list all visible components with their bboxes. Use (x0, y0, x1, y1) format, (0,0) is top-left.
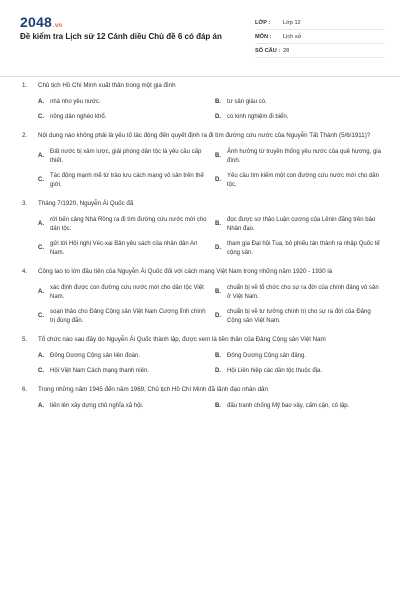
option-text: Ảnh hưởng từ truyền thống yêu nước của quê hương, gia đình. (227, 148, 381, 164)
option-text: đấu tranh chống Mỹ bao vây, cấm cận, cô lập. (227, 402, 350, 409)
header (0, 0, 400, 74)
logo-main: 2048 (20, 14, 52, 30)
answer-option[interactable] (38, 216, 207, 234)
meta-value: Lớp 12 (283, 19, 301, 26)
answer-option[interactable] (215, 308, 384, 326)
answer-option[interactable] (215, 402, 384, 411)
option-letter: B. (215, 289, 221, 296)
answer-option[interactable] (215, 240, 384, 258)
question-body: Tổ chức nào sau đây do Nguyễn Ái Quốc thành lập, được xem là tiền thân của Đảng Cộng sản Việt Nam (38, 335, 326, 343)
option-letter: C. (38, 245, 44, 252)
option-letter: A. (38, 98, 44, 105)
option-list (22, 148, 384, 190)
option-text: Hội Việt Nam Cách mạng thanh niên. (50, 367, 149, 374)
option-text: chuẩn bị về tư tưởng chính trị cho sự ra đời của Đảng Cộng sản Việt Nam. (227, 308, 371, 324)
option-list (22, 216, 384, 258)
site-logo[interactable] (20, 14, 62, 30)
option-letter: B. (215, 352, 221, 359)
question-item (22, 268, 384, 326)
option-text: Đông Dương Cộng sản đảng. (227, 352, 307, 359)
question-text (22, 200, 384, 209)
answer-option[interactable] (215, 113, 384, 122)
option-letter: A. (38, 289, 44, 296)
document-title: Đề kiểm tra Lịch sử 12 Cánh diều Chủ đề 6 có đáp án (20, 32, 222, 41)
question-item (22, 200, 384, 258)
document-meta (255, 16, 385, 58)
option-letter: C. (38, 177, 44, 184)
question-number: 3. (22, 199, 28, 207)
option-list (22, 352, 384, 376)
answer-option[interactable] (38, 402, 207, 411)
question-text (22, 82, 384, 91)
meta-row (255, 44, 385, 58)
question-item (22, 386, 384, 411)
answer-option[interactable] (38, 148, 207, 166)
option-letter: A. (38, 402, 44, 409)
meta-row (255, 30, 385, 44)
meta-value: 28 (283, 47, 290, 54)
question-text (22, 336, 384, 345)
option-letter: B. (215, 98, 221, 105)
answer-option[interactable] (38, 240, 207, 258)
answer-option[interactable] (38, 367, 207, 376)
answer-option[interactable] (38, 352, 207, 361)
answer-option[interactable] (215, 216, 384, 234)
option-text: tham gia Đại hội Tua, bỏ phiếu tán thành ra nhập Quốc tế cộng sản. (227, 240, 380, 256)
question-body: Chủ tịch Hồ Chí Minh xuất thân trong một gia đình (38, 82, 176, 89)
option-text: nhà nho yêu nước. (50, 98, 101, 105)
answer-option[interactable] (215, 148, 384, 166)
question-number: 5. (22, 335, 28, 343)
question-body: Công lao to lớn đầu tiên của Nguyễn Ái Quốc đối với cách mạng Việt Nam trong những năm 1920 - 1930 là (38, 267, 333, 275)
option-text: Tác động mạnh mẽ từ trào lưu cách mạng vô sản trên thế giới. (50, 172, 204, 188)
option-text: Đông Dương Cộng sản liên đoàn. (50, 352, 141, 359)
question-number: 4. (22, 267, 28, 275)
option-text: Yêu cầu tìm kiếm một con đường cứu nước mới cho dân tộc. (227, 172, 379, 188)
answer-option[interactable] (38, 113, 207, 122)
question-body: Tháng 7/1920, Nguyễn Ái Quốc đã (38, 199, 134, 207)
option-letter: B. (215, 221, 221, 228)
option-letter: A. (38, 352, 44, 359)
question-item (22, 336, 384, 376)
question-item (22, 82, 384, 122)
question-text (22, 268, 384, 277)
option-text: tiến lên xây dựng chủ nghĩa xã hội. (50, 402, 144, 409)
answer-option[interactable] (215, 367, 384, 376)
option-text: nông dân nghèo khổ. (50, 113, 107, 120)
option-text: gửi tới Hội nghị Véc-xai Bản yêu sách của nhân dân An Nam. (50, 240, 198, 256)
question-body: Nội dung nào không phải là yếu tố tác động đến quyết định ra đi tìm đường cứu nước của Nguyễn Tất Thành (5/6/1911)? (38, 131, 371, 139)
option-letter: A. (38, 153, 44, 160)
option-text: rời bến cảng Nhà Rồng ra đi tìm đường cứu nước mới cho dân tộc. (50, 216, 207, 232)
option-letter: D. (215, 177, 221, 184)
meta-label: LỚP : (255, 19, 271, 26)
answer-option[interactable] (38, 172, 207, 190)
option-text: tư sản giàu có. (227, 98, 267, 105)
question-body: Trong những năm 1945 đến năm 1969, Chủ tịch Hồ Chí Minh đã lãnh đạo nhân dân (38, 385, 268, 393)
meta-label: SỐ CÂU : (255, 47, 281, 54)
option-list (22, 98, 384, 122)
option-letter: C. (38, 113, 44, 120)
option-text: xác định được con đường cứu nước mới cho dân tộc Việt Nam. (50, 284, 204, 300)
question-number: 1. (22, 82, 28, 89)
answer-option[interactable] (38, 284, 207, 302)
meta-row (255, 16, 385, 30)
answer-option[interactable] (215, 352, 384, 361)
question-text (22, 132, 384, 141)
question-list (22, 82, 384, 421)
option-letter: C. (38, 313, 44, 320)
meta-label: MÔN : (255, 33, 272, 40)
meta-value: Lịch sử (283, 33, 302, 40)
header-divider (0, 76, 400, 77)
answer-option[interactable] (38, 308, 207, 326)
option-letter: A. (38, 221, 44, 228)
question-number: 2. (22, 131, 28, 139)
option-text: đọc được sơ thảo Luận cương của Lênin đăng trên báo Nhân đạo. (227, 216, 376, 232)
answer-option[interactable] (38, 98, 207, 107)
option-letter: D. (215, 113, 221, 120)
option-list (22, 284, 384, 326)
logo-tld: .vn (52, 23, 63, 29)
option-list (22, 402, 384, 411)
question-text (22, 386, 384, 395)
question-item (22, 132, 384, 190)
option-letter: C. (38, 367, 44, 374)
answer-option[interactable] (215, 284, 384, 302)
option-letter: B. (215, 153, 221, 160)
option-text: có kinh nghiệm đi biển. (227, 113, 289, 120)
option-text: Hội Liên hiệp các dân tộc thuộc địa. (227, 367, 323, 374)
option-letter: D. (215, 245, 221, 252)
answer-option[interactable] (215, 172, 384, 190)
option-text: chuẩn bị về tổ chức cho sự ra đời của chính đảng vô sản ở Việt Nam. (227, 284, 379, 300)
option-letter: D. (215, 313, 221, 320)
answer-option[interactable] (215, 98, 384, 107)
option-text: soạn thảo cho Đảng Cộng sản Việt Nam Cương lĩnh chính trị đúng đắn. (50, 308, 206, 324)
option-letter: B. (215, 402, 221, 409)
question-number: 6. (22, 385, 28, 393)
option-text: Đất nước bị xâm lược, giải phóng dân tộc là yêu cầu cấp thiết. (50, 148, 202, 164)
option-letter: D. (215, 367, 221, 374)
